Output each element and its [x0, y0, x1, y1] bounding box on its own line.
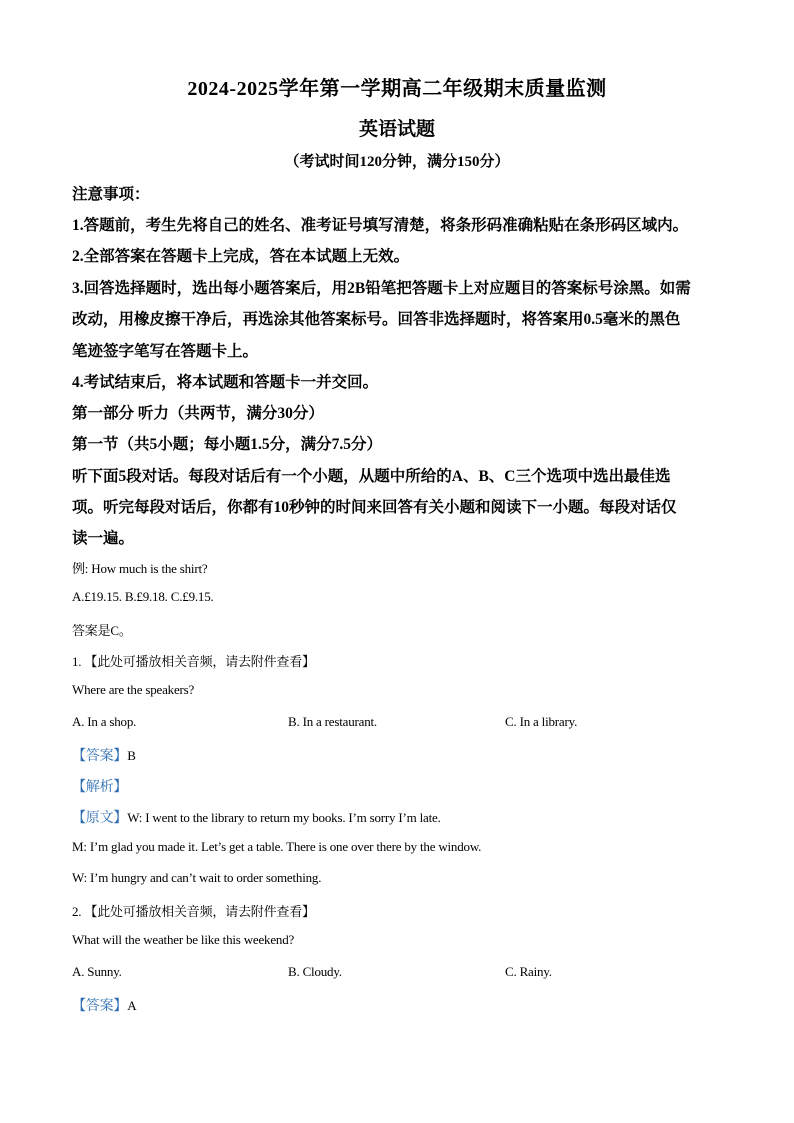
example-question: 例: How much is the shirt?	[72, 561, 208, 576]
example-answer: 答案是C。	[72, 623, 132, 638]
q2-option-a: A. Sunny.	[72, 964, 122, 979]
section1-heading: 第一节（共5小题；每小题1.5分，满分7.5分）	[72, 436, 383, 453]
example-options: A.£19.15. B.£9.18. C.£9.15.	[72, 589, 214, 604]
analysis-tag: 【解析】	[72, 780, 128, 795]
q1-option-a: A. In a shop.	[72, 714, 137, 729]
original-tag: 【原文】	[72, 811, 128, 826]
q2-question: What will the weather be like this weekend?	[72, 932, 295, 947]
q1-transcript-line-2: M: I’m glad you made it. Let’s get a table. There is one over there by the window.	[72, 839, 482, 854]
q1-transcript-line-1	[72, 807, 441, 827]
q1-prompt: 1. 【此处可播放相关音频，请去附件查看】	[72, 654, 315, 669]
notice-heading: 注意事项：	[72, 186, 150, 203]
exam-subject: 英语试题	[358, 119, 435, 140]
q2-answer	[72, 995, 136, 1015]
notice-item-3-line-2: 改动，用橡皮擦干净后，再选涂其他答案标号。回答非选择题时，将答案用0.5毫米的黑色	[72, 311, 681, 328]
q2-option-c: C. Rainy.	[505, 964, 552, 979]
instructions-line-3: 读一遍。	[72, 530, 135, 547]
q1-options	[72, 714, 722, 730]
answer-tag: 【答案】	[72, 749, 128, 764]
q1-option-b: B. In a restaurant.	[288, 714, 377, 729]
instructions-line-1: 听下面5段对话。每段对话后有一个小题，从题中所给的A、B、C三个选项中选出最佳选	[72, 468, 671, 485]
notice-item-2: 2.全部答案在答题卡上完成，答在本试题上无效。	[72, 248, 410, 265]
exam-info: （考试时间120分钟，满分150分）	[284, 154, 510, 170]
notice-item-1: 1.答题前，考生先将自己的姓名、准考证号填写清楚，将条形码准确粘贴在条形码区域内。	[72, 217, 689, 234]
q1-transcript-line-3: W: I’m hungry and can’t wait to order something.	[72, 870, 322, 885]
notice-item-3-line-1: 3.回答选择题时，选出每小题答案后，用2B铅笔把答题卡上对应题目的答案标号涂黑。如需	[72, 280, 691, 297]
q1-answer	[72, 745, 136, 765]
part1-heading: 第一部分 听力（共两节，满分30分）	[72, 405, 324, 422]
answer-tag: 【答案】	[72, 999, 128, 1014]
q2-prompt: 2. 【此处可播放相关音频，请去附件查看】	[72, 904, 315, 919]
transcript-text: W: I went to the library to return my books. I’m sorry I’m late.	[127, 810, 441, 825]
q2-option-b: B. Cloudy.	[288, 964, 342, 979]
notice-item-4: 4.考试结束后，将本试题和答题卡一并交回。	[72, 374, 379, 391]
q1-answer-value: B	[127, 748, 136, 763]
notice-item-3-line-3: 笔迹签字笔写在答题卡上。	[72, 343, 259, 360]
q2-options	[72, 964, 722, 980]
exam-title: 2024-2025学年第一学期高二年级期末质量监测	[187, 78, 607, 100]
q1-option-c: C. In a library.	[505, 714, 578, 729]
q2-answer-value: A	[127, 998, 137, 1013]
q1-question: Where are the speakers?	[72, 682, 195, 697]
instructions-line-2: 项。听完每段对话后，你都有10秒钟的时间来回答有关小题和阅读下一小题。每段对话仅	[72, 499, 677, 516]
q1-analysis	[72, 776, 127, 796]
